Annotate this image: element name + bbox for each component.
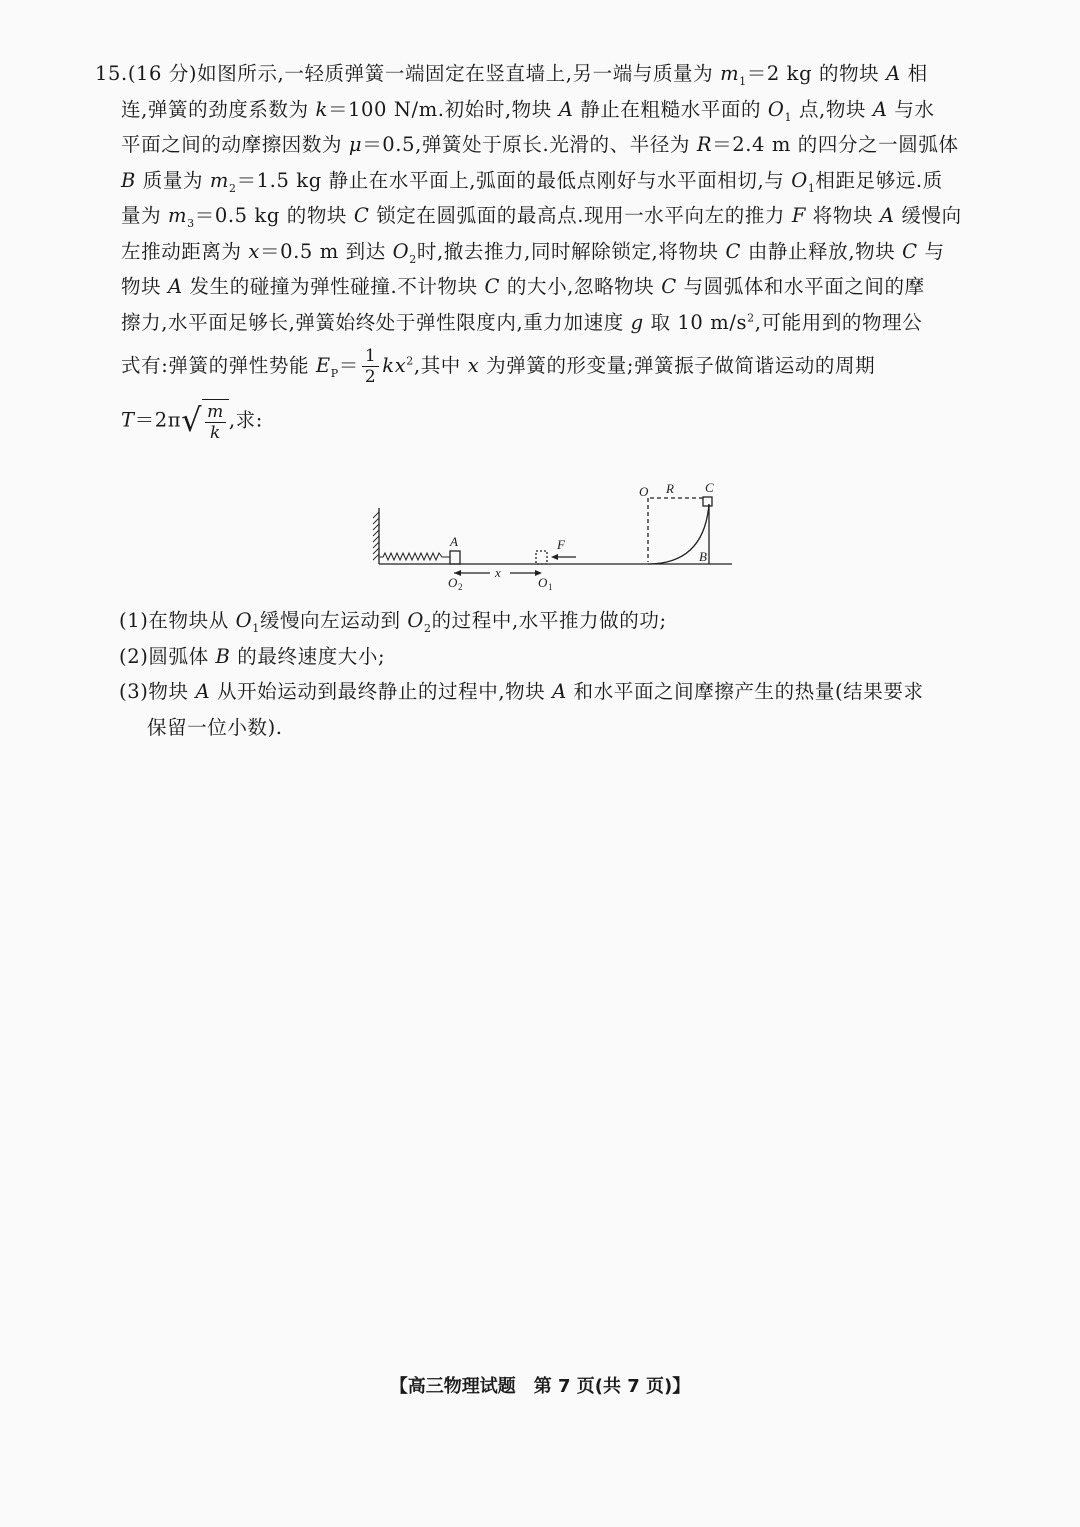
label-o1: O — [538, 575, 548, 590]
problem-line-3: 平面之间的动摩擦因数为 μ＝0.5,弹簧处于原长.光滑的、半径为 R＝2.4 m 的四分之一圆弧体 — [121, 133, 959, 156]
problem-line-1: 15.(16 分)如图所示,一轻质弹簧一端固定在竖直墙上,另一端与质量为 $m_1=2$ kg 的物块 A 相 — [95, 62, 928, 88]
svg-text:1: 1 — [548, 582, 553, 590]
question-2: (2)圆弧体 B 的最终速度大小; — [119, 644, 386, 668]
block-a — [450, 551, 460, 564]
problem-line-4: B 质量为 $m_2=1.5$ kg 静止在水平面上,弧面的最低点刚好与水平面相切,与 $O_1$相距足够远.质 — [121, 168, 943, 195]
problem-line-9: 式有:弹簧的弹性势能 $E_P=$ $\frac{1}{2}$ $kx^2$,其中 x 为弹簧的形变量;弹簧振子做简谐运动的周期 — [121, 346, 876, 387]
problem-line-2: 连,弹簧的劲度系数为 k＝100 N/m.初始时,物块 A 静止在粗糙水平面的 $O_1$ 点,物块 A 与水 — [121, 97, 935, 124]
problem-line-10: T＝2π √ $\frac{m}{k}$ ,求: — [121, 401, 263, 443]
label-a: A — [450, 534, 458, 549]
page-footer: 【高三物理试题 第 7 页(共 7 页)】 — [389, 1376, 691, 1397]
question-3-cont: 保留一位小数). — [147, 715, 283, 739]
label-b: B — [699, 549, 707, 564]
label-c: C — [705, 480, 714, 495]
question-1: (1)在物块从 $O_1$缓慢向左运动到 $O_2$的过程中,水平推力做的功; — [119, 609, 667, 635]
label-x: x — [495, 565, 501, 580]
problem-line-5: 量为 $m_3=0.5$ kg 的物块 C 锁定在圆弧面的最高点.现用一水平向左的推力 F 将物块 A 缓慢向 — [121, 204, 962, 230]
wall-hatch — [373, 512, 379, 560]
sqrt-formula: √ $\frac{m}{k}$ — [181, 399, 229, 443]
problem-line-7: 物块 A 发生的碰撞为弹性碰撞.不计物块 C 的大小,忽略物块 C 与圆弧体和水平面之间的摩 — [121, 275, 925, 298]
block-a-initial — [536, 551, 547, 564]
half-fraction: $\frac{1}{2}$ — [362, 346, 379, 387]
block-c — [703, 497, 712, 506]
svg-text:2: 2 — [458, 582, 463, 590]
problem-line-6: 左推动距离为 x＝0.5 m 到达 $O_2$时,撤去推力,同时解除锁定,将物块 C 由静止释放,物块 C 与 — [121, 239, 945, 266]
label-f: F — [557, 537, 565, 552]
physics-diagram — [370, 478, 740, 590]
spring — [379, 553, 450, 560]
label-o: O — [639, 484, 649, 499]
questions — [119, 603, 989, 745]
question-3: (3)物块 A 从开始运动到最终静止的过程中,物块 A 和水平面之间摩擦产生的热量(结果要求 — [119, 680, 924, 703]
problem-text — [95, 56, 990, 443]
label-o2: O — [448, 575, 458, 590]
problem-line-8: 擦力,水平面足够长,弹簧始终处于弹性限度内,重力加速度 g 取 10 $m/s^2$,可能用到的物理公 — [121, 310, 923, 334]
label-r: R — [666, 481, 674, 496]
